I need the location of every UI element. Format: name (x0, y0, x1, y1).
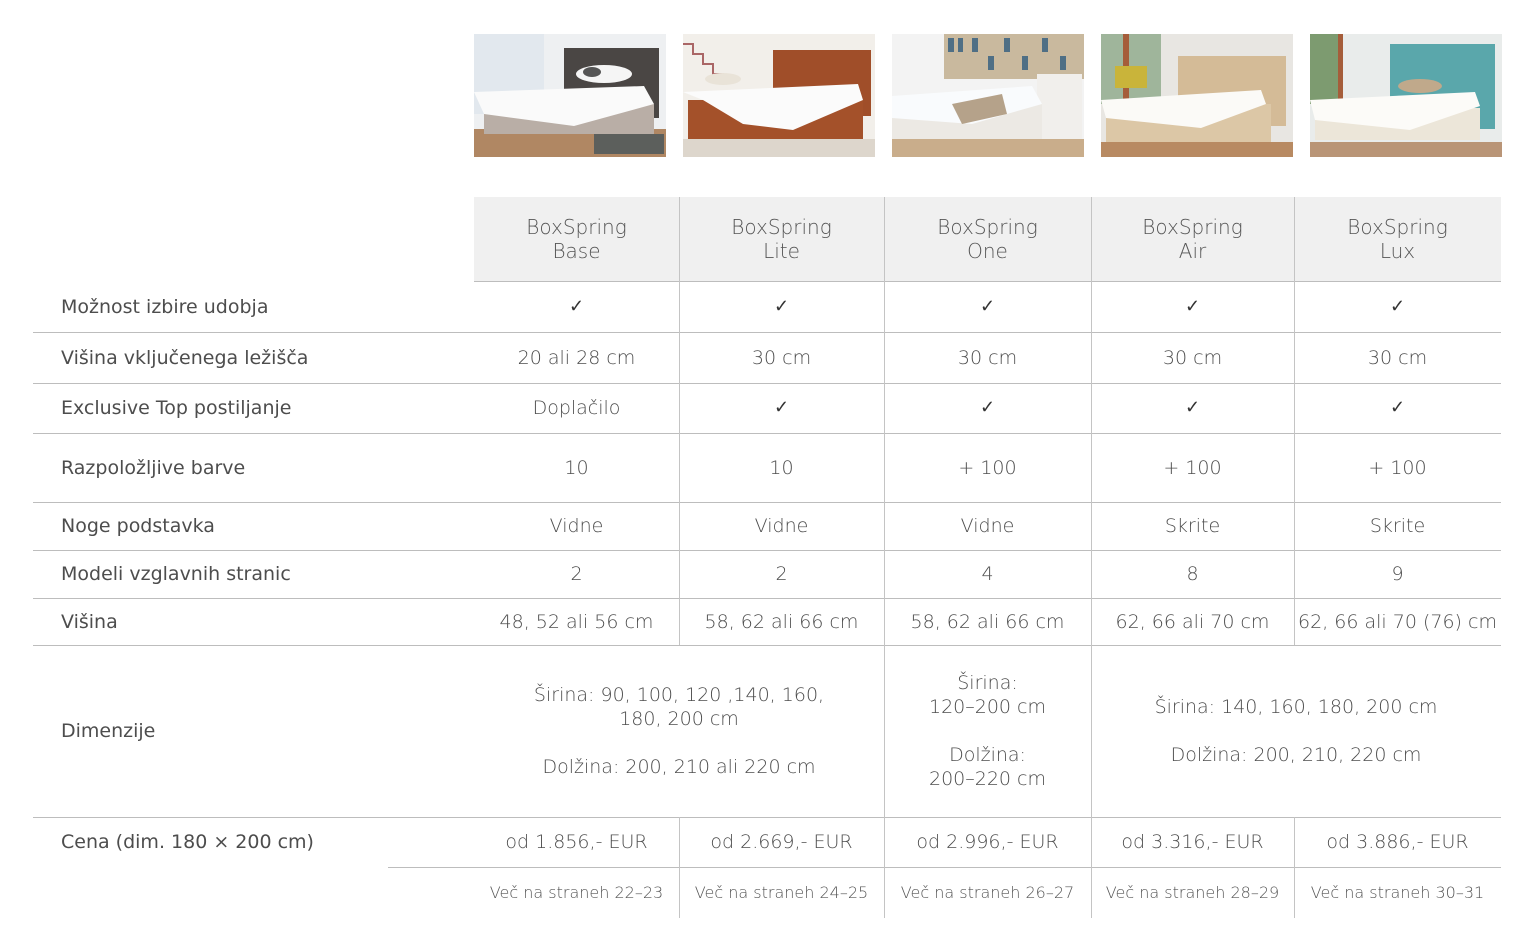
cell-value: 4 (981, 563, 994, 585)
row-label-price: Cena (dim. 180 × 200 cm) (61, 831, 314, 853)
price-value: od 2.669,- EUR (710, 831, 853, 853)
more-pages-link[interactable]: Več na straneh 26–27 (900, 882, 1075, 902)
cell-value: 2 (775, 563, 788, 585)
check-icon: ✓ (1184, 295, 1201, 317)
cell-value: Skrite (1164, 515, 1221, 537)
check-icon: ✓ (1389, 397, 1406, 418)
check-icon: ✓ (568, 295, 585, 317)
row-label-legs: Noge podstavka (61, 515, 215, 537)
cell-value: Doplačilo (532, 397, 621, 419)
check-icon: ✓ (979, 397, 996, 418)
cell-value: + 100 (958, 456, 1017, 479)
column-header-base: BoxSpring Base (526, 215, 627, 263)
cell-value: Vidne (549, 515, 604, 537)
more-pages-link[interactable]: Več na straneh 24–25 (694, 882, 869, 902)
cell-value: 58, 62 ali 66 cm (910, 610, 1065, 633)
row-label-mattress-height: Višina vključenega ležišča (61, 346, 309, 369)
cell-value: + 100 (1368, 456, 1427, 479)
row-label-dimensions: Dimenzije (61, 720, 156, 742)
cell-value: 30 cm (1367, 346, 1428, 369)
cell-value: 30 cm (957, 346, 1018, 369)
check-icon: ✓ (979, 295, 996, 317)
check-icon: ✓ (773, 397, 790, 418)
column-header-lux: BoxSpring Lux (1347, 215, 1448, 263)
more-pages-link[interactable]: Več na straneh 28–29 (1105, 882, 1280, 902)
dimensions-one: Širina: 120–200 cm Dolžina: 200–220 cm (928, 672, 1047, 790)
cell-value: Vidne (754, 515, 809, 537)
row-label-comfort: Možnost izbire udobja (61, 295, 269, 318)
cell-value: 2 (570, 563, 583, 585)
price-value: od 3.316,- EUR (1121, 831, 1264, 853)
cell-value: 58, 62 ali 66 cm (704, 610, 859, 633)
cell-value: 62, 66 ali 70 cm (1115, 610, 1270, 633)
cell-value: Vidne (960, 515, 1015, 537)
cell-value: 9 (1391, 563, 1404, 585)
dimensions-air-lux: Širina: 140, 160, 180, 200 cm Dolžina: 200, 210, 220 cm (1154, 696, 1438, 766)
cell-value: Skrite (1369, 515, 1426, 537)
column-header-air: BoxSpring Air (1142, 215, 1243, 263)
row-label-topper: Exclusive Top postiljanje (61, 397, 292, 419)
row-label-height: Višina (61, 610, 118, 633)
price-value: od 1.856,- EUR (505, 831, 648, 853)
cell-value: 48, 52 ali 56 cm (499, 610, 654, 633)
cell-value: 10 (564, 456, 589, 479)
more-pages-link[interactable]: Več na straneh 22–23 (489, 882, 664, 902)
column-header-one: BoxSpring One (937, 215, 1038, 263)
row-label-headboards: Modeli vzglavnih stranic (61, 563, 291, 585)
cell-value: + 100 (1163, 456, 1222, 479)
price-value: od 2.996,- EUR (916, 831, 1059, 853)
price-value: od 3.886,- EUR (1326, 831, 1469, 853)
cell-value: 20 ali 28 cm (517, 346, 636, 369)
check-icon: ✓ (1389, 295, 1406, 317)
check-icon: ✓ (773, 295, 790, 317)
cell-value: 30 cm (1162, 346, 1223, 369)
column-header-lite: BoxSpring Lite (731, 215, 832, 263)
cell-value: 62, 66 ali 70 (76) cm (1298, 610, 1497, 633)
row-label-colors: Razpoložljive barve (61, 456, 246, 479)
more-pages-link[interactable]: Več na straneh 30–31 (1310, 882, 1485, 902)
cell-value: 30 cm (751, 346, 812, 369)
check-icon: ✓ (1184, 397, 1201, 418)
cell-value: 10 (769, 456, 794, 479)
dimensions-base-lite: Širina: 90, 100, 120 ,140, 160, 180, 200 cm Dolžina: 200, 210 ali 220 cm (533, 684, 825, 778)
cell-value: 8 (1186, 563, 1199, 585)
